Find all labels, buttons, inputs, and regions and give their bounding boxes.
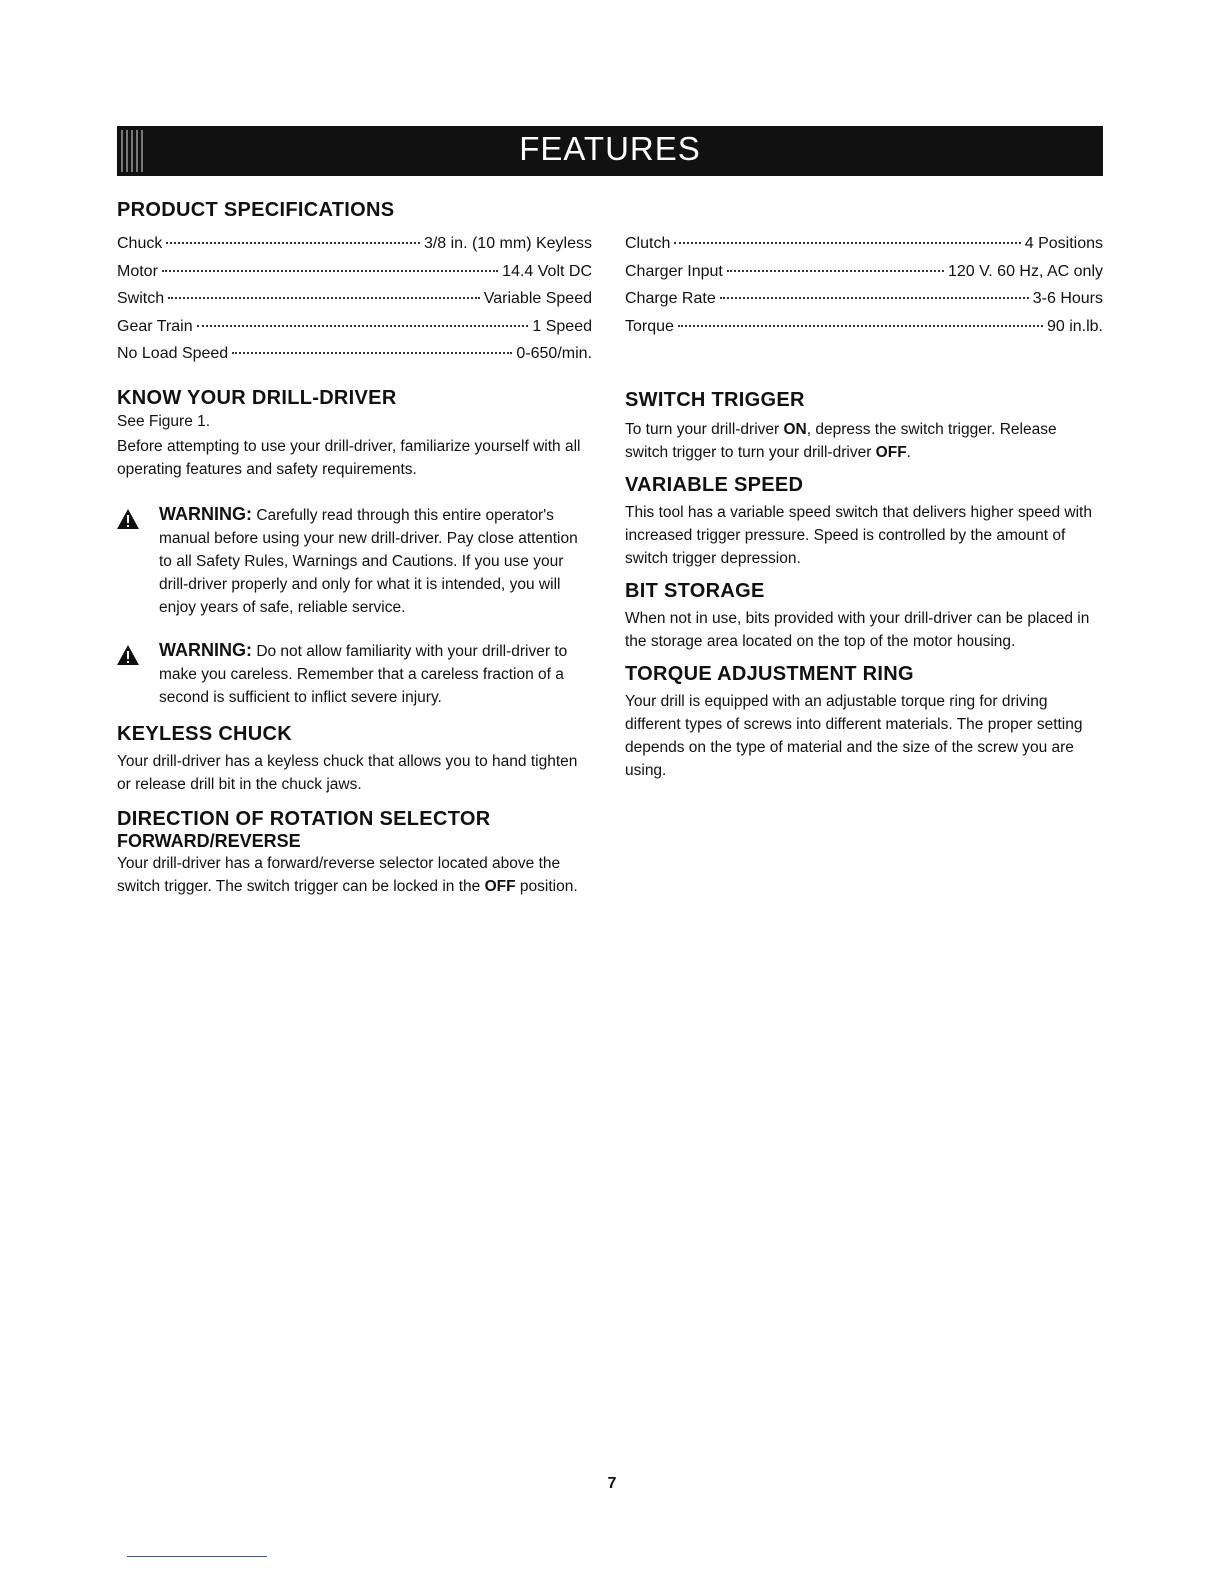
spec-row [625,258,1103,286]
specs-list-left [117,230,592,368]
warning-block-1 [117,503,592,619]
spec-row [117,258,592,286]
spec-label: Switch [117,290,165,307]
switch-trigger-heading: SWITCH TRIGGER [625,389,805,411]
spec-value: 0-650/min. [516,345,592,362]
bit-storage-text: When not in use, bits provided with your drill-driver can be placed in the storage area located on the top of the motor housing. [625,610,1090,650]
spec-value: 14.4 Volt DC [502,262,592,280]
warning-text: Carefully read through this entire operator's manual before using your new drill-driver. Pay close attention to all Safety Rules, Warnings and Cautions. If you use your drill-driver properly and only for what it is intended, you will enjoy years of safe, reliable service. [159,507,578,616]
spec-value: Variable Speed [483,290,592,307]
see-figure-text: See Figure 1. [117,413,211,430]
bit-storage-heading: BIT STORAGE [625,580,765,602]
variable-speed-heading: VARIABLE SPEED [625,474,804,496]
know-heading: KNOW YOUR DRILL-DRIVER [117,387,397,409]
spec-row [625,285,1103,313]
spec-value: 1 Speed [532,317,592,335]
specs-heading: PRODUCT SPECIFICATIONS [117,199,395,221]
spec-row [117,313,592,341]
spec-row [117,230,592,258]
spec-value: 3/8 in. (10 mm) Keyless [423,235,592,252]
direction-subheading: FORWARD/REVERSE [117,831,301,851]
right-column [625,389,1103,782]
spec-label: No Load Speed [117,345,229,362]
spec-value: 90 in.lb. [1046,317,1103,335]
warning-label: WARNING: [159,504,252,524]
keyless-heading: KEYLESS CHUCK [117,723,293,745]
spec-label: Chuck [117,235,163,252]
spec-row [117,340,592,368]
spec-value: 120 V. 60 Hz, AC only [947,262,1103,280]
warning-text: Do not allow familiarity with your drill-driver to make you careless. Remember that a careless fraction of a second is sufficient to inflict severe injury. [159,643,568,706]
know-intro-text: Before attempting to use your drill-driver, familiarize yourself with all operating features and safety requirements. [117,438,581,478]
spec-label: Clutch [625,235,671,252]
spec-value: 4 Positions [1024,235,1103,252]
direction-text: Your drill-driver has a forward/reverse selector located above the switch trigger. The switch trigger can be locked in the OFF position. [117,855,578,895]
torque-ring-heading: TORQUE ADJUSTMENT RING [625,663,914,685]
specs-list-right [625,230,1103,340]
warning-triangle-icon [117,645,139,665]
variable-speed-text: This tool has a variable speed switch that delivers higher speed with increased trigger pressure. Speed is controlled by the amount of switch trigger depression. [625,504,1092,567]
footer-rule [127,1556,267,1557]
left-column [117,387,592,898]
spec-value: 3-6 Hours [1032,290,1103,307]
warning-label: WARNING: [159,640,252,660]
spec-label: Charger Input [625,262,723,280]
spec-label: Charge Rate [625,290,716,307]
warning-block-2 [117,639,592,709]
spec-label: Torque [625,317,674,335]
spec-label: Motor [117,262,158,280]
page-number: 7 [607,1475,617,1492]
switch-trigger-text: To turn your drill-driver ON, depress the switch trigger. Release switch trigger to turn your drill-driver OFF. [625,421,1057,461]
page-title: FEATURES [519,130,701,167]
direction-heading: DIRECTION OF ROTATION SELECTOR [117,808,491,830]
spec-label: Gear Train [117,317,193,335]
spec-row [625,313,1103,341]
features-banner [117,126,1103,176]
spec-row [625,230,1103,258]
keyless-text: Your drill-driver has a keyless chuck that allows you to hand tighten or release drill bit in the chuck jaws. [117,753,578,793]
torque-ring-text: Your drill is equipped with an adjustable torque ring for driving different types of screws into different materials. The proper setting depends on the type of material and the size of the screw you are using. [625,693,1083,779]
warning-triangle-icon [117,509,139,529]
spec-row [117,285,592,313]
